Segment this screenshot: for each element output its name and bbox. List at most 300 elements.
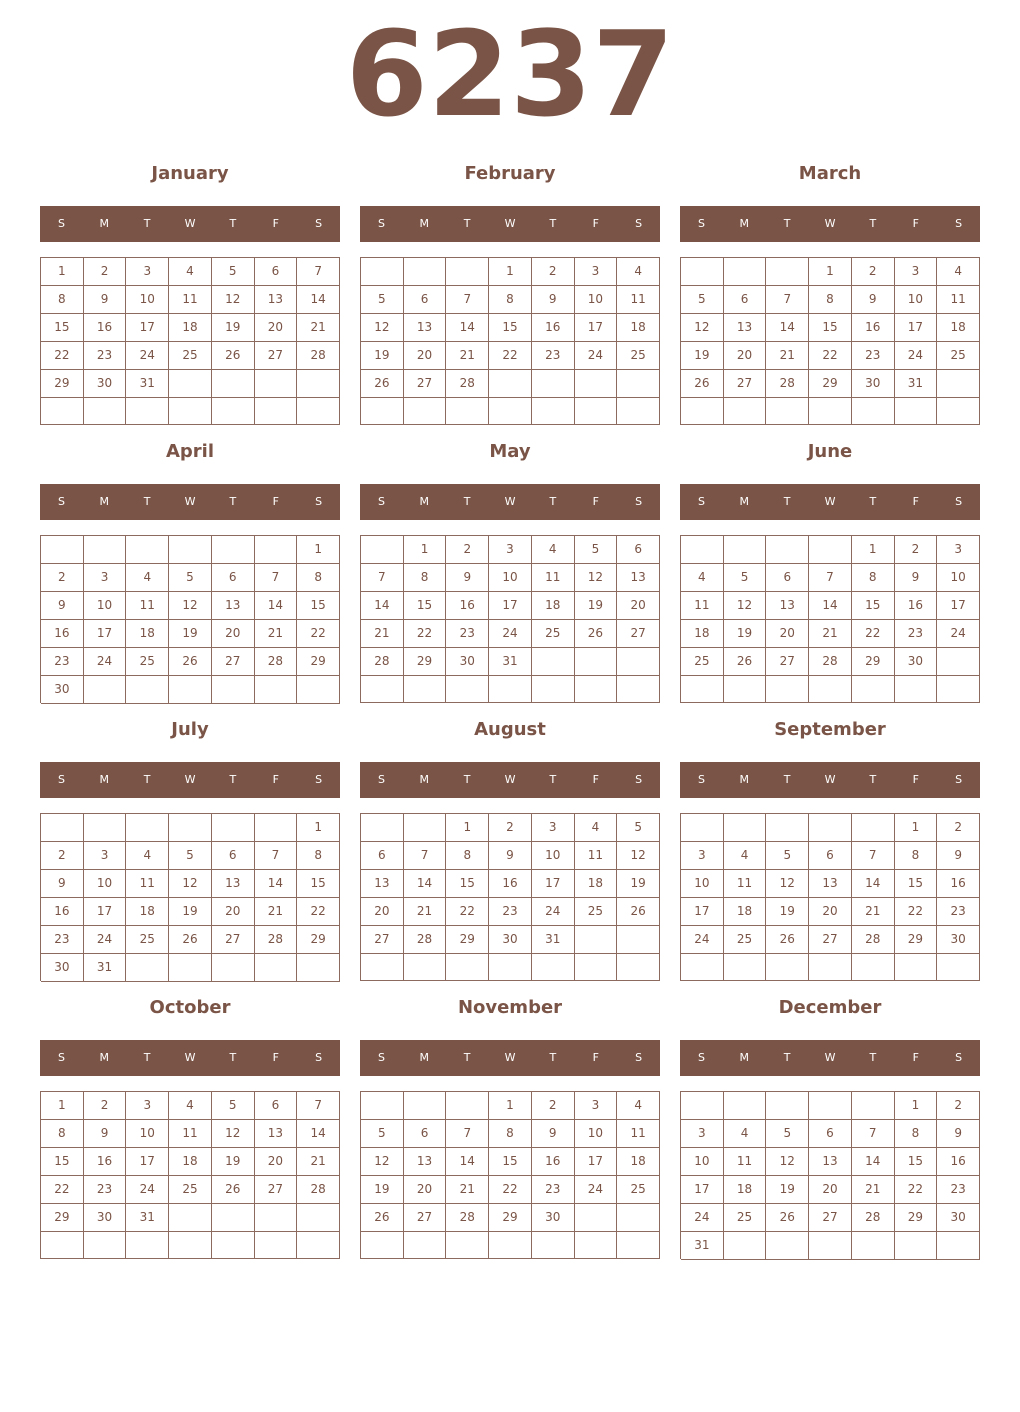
weekday-header — [40, 1040, 340, 1076]
day-cell: 7 — [404, 842, 447, 870]
year-title: 6237 — [345, 5, 675, 143]
empty-cell — [361, 676, 404, 703]
day-cell: 9 — [446, 564, 489, 592]
day-cell: 26 — [212, 1176, 255, 1204]
day-grid — [40, 257, 340, 425]
day-cell: 27 — [361, 926, 404, 954]
day-cell: 15 — [809, 314, 852, 342]
empty-cell — [361, 954, 404, 981]
weekday-header — [680, 484, 980, 520]
day-cell: 22 — [41, 1176, 84, 1204]
day-cell: 20 — [404, 1176, 447, 1204]
day-cell: 15 — [297, 870, 340, 898]
day-cell: 21 — [297, 1148, 340, 1176]
empty-cell — [724, 536, 767, 564]
day-cell: 11 — [681, 592, 724, 620]
month-name: November — [457, 997, 563, 1018]
weekday-label: M — [739, 1051, 750, 1064]
empty-cell — [84, 1232, 127, 1259]
month-name: February — [464, 163, 556, 184]
weekday-label: F — [272, 1051, 279, 1064]
weekday-label: M — [739, 217, 750, 230]
day-cell: 9 — [937, 1120, 980, 1148]
day-cell: 23 — [446, 620, 489, 648]
day-cell: 24 — [126, 1176, 169, 1204]
day-cell: 8 — [404, 564, 447, 592]
day-cell: 25 — [681, 648, 724, 676]
weekday-label: T — [783, 495, 791, 508]
empty-cell — [617, 676, 660, 703]
weekday-header — [360, 1040, 660, 1076]
empty-cell — [575, 1204, 618, 1232]
day-cell: 14 — [361, 592, 404, 620]
day-cell: 3 — [126, 1092, 169, 1120]
empty-cell — [446, 1232, 489, 1259]
day-cell: 8 — [895, 1120, 938, 1148]
empty-cell — [532, 370, 575, 398]
day-cell: 12 — [724, 592, 767, 620]
day-cell: 20 — [766, 620, 809, 648]
day-cell: 2 — [489, 814, 532, 842]
day-cell: 14 — [446, 314, 489, 342]
day-cell: 7 — [446, 286, 489, 314]
empty-cell — [852, 676, 895, 703]
day-cell: 25 — [126, 648, 169, 676]
day-cell: 26 — [575, 620, 618, 648]
weekday-label: T — [869, 495, 877, 508]
day-cell: 27 — [809, 926, 852, 954]
empty-cell — [489, 398, 532, 425]
day-cell: 23 — [852, 342, 895, 370]
empty-cell — [404, 1092, 447, 1120]
day-cell: 2 — [84, 258, 127, 286]
empty-cell — [766, 398, 809, 425]
weekday-label: T — [869, 217, 877, 230]
day-cell: 5 — [212, 258, 255, 286]
day-cell: 31 — [126, 370, 169, 398]
day-cell: 27 — [617, 620, 660, 648]
day-cell: 23 — [41, 648, 84, 676]
day-cell: 30 — [84, 370, 127, 398]
day-cell: 14 — [255, 592, 298, 620]
day-cell: 12 — [766, 1148, 809, 1176]
day-cell: 18 — [575, 870, 618, 898]
day-cell: 11 — [937, 286, 980, 314]
day-cell: 6 — [809, 842, 852, 870]
day-cell: 28 — [446, 1204, 489, 1232]
weekday-label: M — [739, 495, 750, 508]
empty-cell — [681, 676, 724, 703]
day-cell: 7 — [446, 1120, 489, 1148]
day-cell: 3 — [681, 842, 724, 870]
day-cell: 13 — [255, 286, 298, 314]
empty-cell — [766, 1092, 809, 1120]
day-cell: 23 — [84, 342, 127, 370]
month-name: May — [489, 441, 531, 462]
weekday-header — [680, 762, 980, 798]
weekday-label: T — [463, 1051, 471, 1064]
empty-cell — [895, 398, 938, 425]
weekday-label: T — [463, 495, 471, 508]
day-cell: 30 — [41, 954, 84, 982]
day-cell: 20 — [212, 620, 255, 648]
month-march — [680, 160, 980, 430]
day-cell: 25 — [724, 1204, 767, 1232]
day-cell: 3 — [937, 536, 980, 564]
day-cell: 17 — [895, 314, 938, 342]
day-cell: 12 — [361, 1148, 404, 1176]
empty-cell — [255, 814, 298, 842]
day-cell: 16 — [937, 1148, 980, 1176]
month-august — [360, 716, 660, 986]
day-cell: 2 — [41, 564, 84, 592]
day-cell: 21 — [297, 314, 340, 342]
empty-cell — [681, 258, 724, 286]
day-cell: 27 — [809, 1204, 852, 1232]
day-cell: 29 — [297, 648, 340, 676]
day-cell: 17 — [575, 314, 618, 342]
empty-cell — [937, 954, 980, 981]
day-cell: 19 — [766, 898, 809, 926]
day-cell: 22 — [852, 620, 895, 648]
day-cell: 12 — [212, 1120, 255, 1148]
day-cell: 25 — [532, 620, 575, 648]
day-cell: 19 — [724, 620, 767, 648]
day-cell: 13 — [724, 314, 767, 342]
empty-cell — [617, 926, 660, 954]
day-cell: 16 — [489, 870, 532, 898]
empty-cell — [297, 1204, 340, 1232]
empty-cell — [681, 536, 724, 564]
weekday-label: S — [955, 1051, 963, 1064]
empty-cell — [84, 398, 127, 425]
day-cell: 11 — [169, 286, 212, 314]
day-cell: 26 — [212, 342, 255, 370]
day-cell: 1 — [41, 1092, 84, 1120]
day-cell: 11 — [126, 592, 169, 620]
weekday-label: S — [377, 495, 385, 508]
day-cell: 22 — [404, 620, 447, 648]
day-cell: 17 — [84, 898, 127, 926]
empty-cell — [937, 370, 980, 398]
weekday-label: S — [955, 217, 963, 230]
empty-cell — [212, 536, 255, 564]
empty-cell — [404, 258, 447, 286]
day-cell: 13 — [212, 870, 255, 898]
empty-cell — [724, 676, 767, 703]
day-cell: 20 — [404, 342, 447, 370]
day-grid — [360, 1091, 660, 1259]
day-cell: 21 — [446, 1176, 489, 1204]
empty-cell — [169, 370, 212, 398]
weekday-label: S — [635, 1051, 643, 1064]
day-cell: 24 — [126, 342, 169, 370]
weekday-label: W — [504, 217, 516, 230]
day-cell: 9 — [895, 564, 938, 592]
day-cell: 14 — [297, 1120, 340, 1148]
day-cell: 6 — [404, 286, 447, 314]
day-cell: 8 — [41, 286, 84, 314]
weekday-label: S — [697, 773, 705, 786]
day-cell: 27 — [255, 1176, 298, 1204]
empty-cell — [532, 398, 575, 425]
weekday-label: S — [57, 1051, 65, 1064]
day-cell: 3 — [84, 564, 127, 592]
day-cell: 13 — [404, 314, 447, 342]
weekday-label: F — [912, 773, 919, 786]
weekday-label: T — [783, 1051, 791, 1064]
day-cell: 8 — [852, 564, 895, 592]
day-cell: 27 — [724, 370, 767, 398]
empty-cell — [937, 676, 980, 703]
day-cell: 23 — [532, 342, 575, 370]
day-cell: 11 — [724, 870, 767, 898]
day-cell: 8 — [809, 286, 852, 314]
weekday-label: W — [184, 773, 196, 786]
day-cell: 8 — [489, 286, 532, 314]
day-cell: 13 — [361, 870, 404, 898]
day-cell: 9 — [84, 286, 127, 314]
day-cell: 15 — [489, 1148, 532, 1176]
day-cell: 28 — [297, 342, 340, 370]
day-cell: 18 — [169, 1148, 212, 1176]
weekday-label: S — [57, 217, 65, 230]
day-cell: 16 — [41, 620, 84, 648]
day-cell: 6 — [361, 842, 404, 870]
day-cell: 14 — [809, 592, 852, 620]
day-cell: 12 — [169, 870, 212, 898]
day-cell: 6 — [404, 1120, 447, 1148]
day-cell: 16 — [446, 592, 489, 620]
empty-cell — [404, 398, 447, 425]
weekday-label: W — [184, 1051, 196, 1064]
day-cell: 22 — [895, 1176, 938, 1204]
empty-cell — [852, 398, 895, 425]
weekday-label: T — [229, 495, 237, 508]
weekday-label: S — [315, 1051, 323, 1064]
day-grid — [40, 535, 340, 703]
empty-cell — [84, 676, 127, 704]
empty-cell — [489, 1232, 532, 1259]
weekday-label: S — [635, 495, 643, 508]
day-cell: 4 — [169, 1092, 212, 1120]
day-cell: 11 — [126, 870, 169, 898]
weekday-label: M — [99, 1051, 110, 1064]
day-cell: 9 — [532, 286, 575, 314]
day-cell: 7 — [809, 564, 852, 592]
weekday-label: T — [229, 773, 237, 786]
weekday-label: W — [504, 495, 516, 508]
day-cell: 10 — [575, 1120, 618, 1148]
weekday-header — [360, 762, 660, 798]
empty-cell — [361, 536, 404, 564]
day-cell: 17 — [126, 314, 169, 342]
empty-cell — [297, 954, 340, 982]
day-cell: 16 — [84, 1148, 127, 1176]
weekday-header — [40, 484, 340, 520]
day-grid — [680, 813, 980, 981]
day-cell: 5 — [766, 1120, 809, 1148]
month-name: September — [774, 719, 886, 740]
empty-cell — [724, 1092, 767, 1120]
day-cell: 7 — [852, 1120, 895, 1148]
weekday-label: T — [463, 217, 471, 230]
day-cell: 17 — [937, 592, 980, 620]
day-cell: 28 — [255, 926, 298, 954]
day-cell: 21 — [809, 620, 852, 648]
day-cell: 7 — [255, 842, 298, 870]
day-cell: 30 — [446, 648, 489, 676]
day-cell: 3 — [84, 842, 127, 870]
month-name: April — [165, 441, 215, 462]
weekday-label: S — [955, 773, 963, 786]
empty-cell — [361, 1092, 404, 1120]
empty-cell — [41, 536, 84, 564]
empty-cell — [41, 1232, 84, 1259]
day-cell: 28 — [852, 926, 895, 954]
weekday-label: F — [912, 495, 919, 508]
empty-cell — [297, 1232, 340, 1259]
empty-cell — [809, 536, 852, 564]
empty-cell — [532, 676, 575, 703]
day-cell: 27 — [404, 1204, 447, 1232]
day-cell: 26 — [724, 648, 767, 676]
day-cell: 1 — [489, 1092, 532, 1120]
empty-cell — [212, 1204, 255, 1232]
weekday-label: F — [912, 217, 919, 230]
weekday-label: S — [57, 495, 65, 508]
day-cell: 11 — [724, 1148, 767, 1176]
empty-cell — [169, 676, 212, 704]
day-cell: 23 — [532, 1176, 575, 1204]
empty-cell — [766, 814, 809, 842]
weekday-header — [360, 484, 660, 520]
day-grid — [680, 535, 980, 703]
day-cell: 10 — [489, 564, 532, 592]
empty-cell — [766, 676, 809, 703]
day-cell: 10 — [895, 286, 938, 314]
empty-cell — [212, 1232, 255, 1259]
weekday-label: S — [377, 217, 385, 230]
day-cell: 24 — [937, 620, 980, 648]
day-cell: 30 — [937, 926, 980, 954]
empty-cell — [361, 398, 404, 425]
empty-cell — [255, 676, 298, 704]
weekday-label: W — [504, 1051, 516, 1064]
empty-cell — [852, 954, 895, 981]
day-cell: 29 — [895, 926, 938, 954]
day-cell: 18 — [724, 1176, 767, 1204]
empty-cell — [895, 954, 938, 981]
empty-cell — [169, 536, 212, 564]
day-cell: 13 — [809, 870, 852, 898]
day-cell: 4 — [937, 258, 980, 286]
day-cell: 26 — [169, 926, 212, 954]
day-cell: 31 — [681, 1232, 724, 1260]
weekday-label: T — [549, 773, 557, 786]
empty-cell — [489, 676, 532, 703]
empty-cell — [255, 1204, 298, 1232]
empty-cell — [766, 954, 809, 981]
day-cell: 3 — [575, 258, 618, 286]
day-cell: 27 — [212, 648, 255, 676]
weekday-label: S — [635, 217, 643, 230]
empty-cell — [937, 398, 980, 425]
day-cell: 25 — [575, 898, 618, 926]
empty-cell — [809, 814, 852, 842]
empty-cell — [84, 536, 127, 564]
day-cell: 30 — [84, 1204, 127, 1232]
day-cell: 19 — [169, 898, 212, 926]
empty-cell — [84, 814, 127, 842]
day-cell: 21 — [766, 342, 809, 370]
day-cell: 1 — [297, 536, 340, 564]
day-cell: 10 — [532, 842, 575, 870]
day-cell: 10 — [575, 286, 618, 314]
empty-cell — [489, 954, 532, 981]
day-cell: 19 — [361, 1176, 404, 1204]
weekday-label: F — [272, 773, 279, 786]
day-cell: 18 — [617, 314, 660, 342]
day-cell: 15 — [489, 314, 532, 342]
weekday-label: S — [697, 217, 705, 230]
weekday-label: S — [377, 1051, 385, 1064]
day-cell: 2 — [84, 1092, 127, 1120]
day-cell: 5 — [212, 1092, 255, 1120]
day-cell: 5 — [361, 1120, 404, 1148]
day-cell: 11 — [617, 286, 660, 314]
empty-cell — [126, 676, 169, 704]
day-cell: 27 — [255, 342, 298, 370]
day-cell: 27 — [766, 648, 809, 676]
day-cell: 3 — [681, 1120, 724, 1148]
day-cell: 27 — [212, 926, 255, 954]
day-cell: 22 — [41, 342, 84, 370]
day-cell: 23 — [84, 1176, 127, 1204]
day-cell: 7 — [297, 1092, 340, 1120]
day-cell: 20 — [212, 898, 255, 926]
day-cell: 21 — [852, 898, 895, 926]
empty-cell — [852, 1092, 895, 1120]
day-cell: 14 — [255, 870, 298, 898]
day-cell: 30 — [489, 926, 532, 954]
day-cell: 18 — [532, 592, 575, 620]
day-cell: 10 — [126, 286, 169, 314]
day-cell: 16 — [41, 898, 84, 926]
empty-cell — [404, 1232, 447, 1259]
empty-cell — [724, 258, 767, 286]
day-cell: 19 — [575, 592, 618, 620]
weekday-label: T — [783, 217, 791, 230]
month-june — [680, 438, 980, 708]
day-cell: 30 — [895, 648, 938, 676]
day-cell: 11 — [575, 842, 618, 870]
day-cell: 29 — [41, 1204, 84, 1232]
day-cell: 17 — [575, 1148, 618, 1176]
month-name: August — [474, 719, 546, 740]
day-cell: 16 — [895, 592, 938, 620]
empty-cell — [617, 398, 660, 425]
empty-cell — [255, 1232, 298, 1259]
day-cell: 13 — [404, 1148, 447, 1176]
day-cell: 21 — [255, 898, 298, 926]
day-cell: 28 — [361, 648, 404, 676]
day-cell: 15 — [297, 592, 340, 620]
day-cell: 31 — [126, 1204, 169, 1232]
empty-cell — [809, 1232, 852, 1260]
day-cell: 22 — [446, 898, 489, 926]
weekday-label: S — [955, 495, 963, 508]
